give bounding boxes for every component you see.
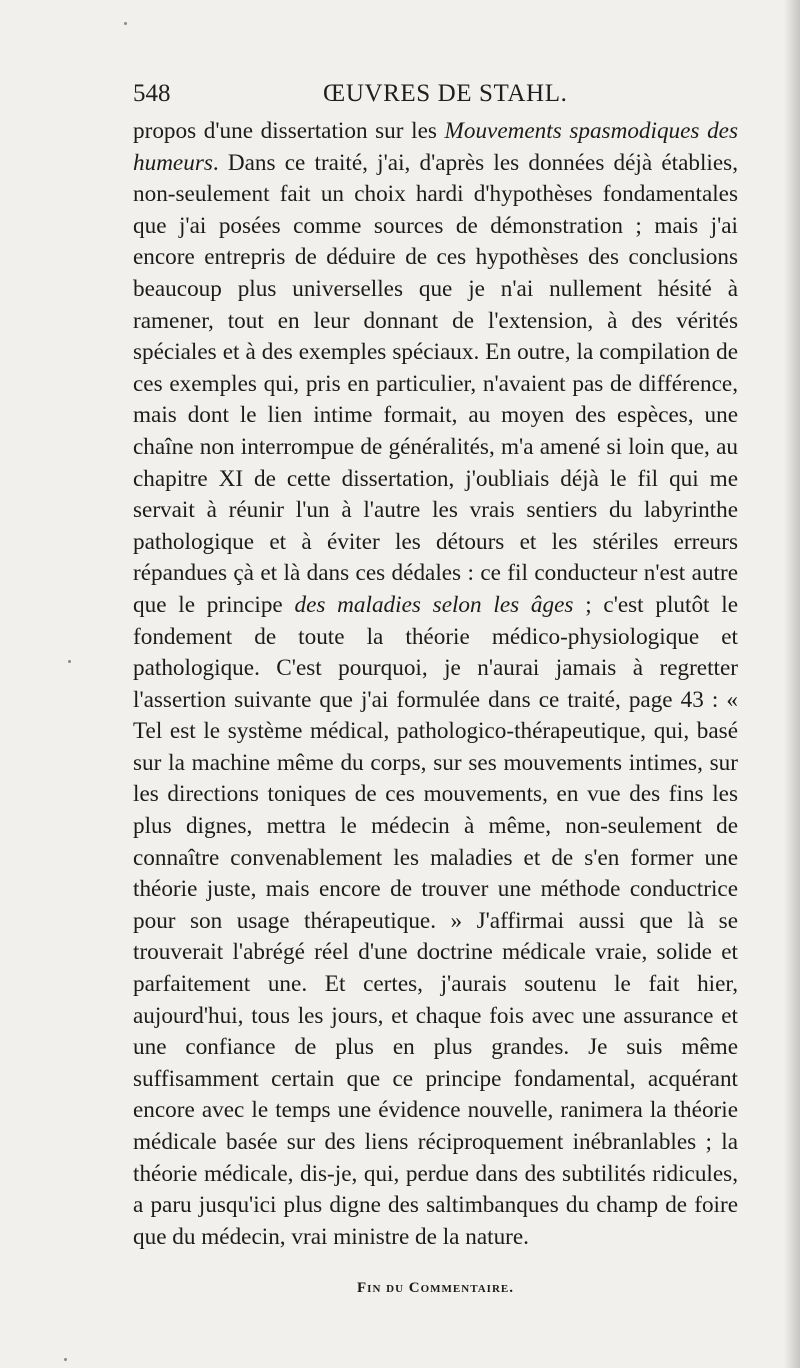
body-text-segment: . Dans ce traité, j'ai, d'après les données déjà établies, non-seulement fait un choix hardi d'hypothèses fondamentales que j'ai posées comme sources de démonstration ; mais j'ai encore entrepris de déduire de ces hypothèses des conclusions beaucoup plus universelles que je n'ai nullement hésité à ramener, tout en leur donnant de l'extension, à des vérités spéciales et à des exemples spéciaux. En outre, la compilation de ces exemples qui, pris en particulier, n'avaient pas de différence, mais dont le lien intime formait, au moyen des espèces, une chaîne non interrompue de généralités, m'a amené si loin que, au chapitre XI de cette dissertation, j'oubliais déjà le fil qui me servait à réunir l'un à l'autre les vrais sentiers du labyrinthe pathologique et à éviter les détours et les stériles erreurs répandues çà et là dans ces dédales : ce fil conducteur n'est autre que le principe — [133, 149, 738, 618]
end-note: Fin du Commentaire. — [357, 1280, 514, 1296]
body-paragraph — [133, 116, 738, 1253]
paper-speck — [64, 1358, 67, 1361]
body-text-segment: propos d'une dissertation sur les — [133, 118, 445, 144]
paper-speck — [68, 660, 71, 663]
page-header — [133, 78, 738, 114]
page-edge-shadow — [784, 0, 800, 1368]
body-italic-title: Mouvements spasmodiques des humeurs — [133, 118, 738, 176]
page-number: 548 — [133, 80, 171, 107]
running-title: ŒUVRES DE STAHL. — [323, 80, 568, 107]
body-italic-phrase: des maladies selon les âges — [294, 591, 574, 618]
body-text-segment: ; c'est plutôt le fondement de toute la théorie médico-physiologique et pathologique. C'est pourquoi, je n'aurai jamais à regretter l'assertion suivante que j'ai formulée dans ce traité, page 43 : « Tel est le système médical, pathologico-thérapeutique, qui, basé sur la machine même du corps, sur ses mouvements intimes, sur les directions toniques de ces mouvements, en vue des fins les plus dignes, mettra le médecin à même, non-seulement de connaître convenablement les maladies et de s'en former une théorie juste, mais encore de trouver une méthode conductrice pour son usage thérapeutique. » J'affirmai aussi que là se trouverait l'abrégé réel d'une doctrine médicale vraie, solide et parfaitement une. Et certes, j'aurais soutenu le fait hier, aujourd'hui, tous les jours, et chaque fois avec une assurance et une confiance de plus en plus grandes. Je suis même suffisamment certain que ce principe fondamental, acquérant encore avec le temps une évidence nouvelle, ranimera la théorie médicale basée sur des liens réciproquement inébranlables ; la théorie médicale, dis-je, qui, perdue dans des subtilités ridicules, a paru jusqu'ici plus digne des saltimbanques du champ de foire que du médecin, vrai ministre de la nature. — [133, 591, 739, 1250]
paper-speck — [124, 22, 127, 25]
